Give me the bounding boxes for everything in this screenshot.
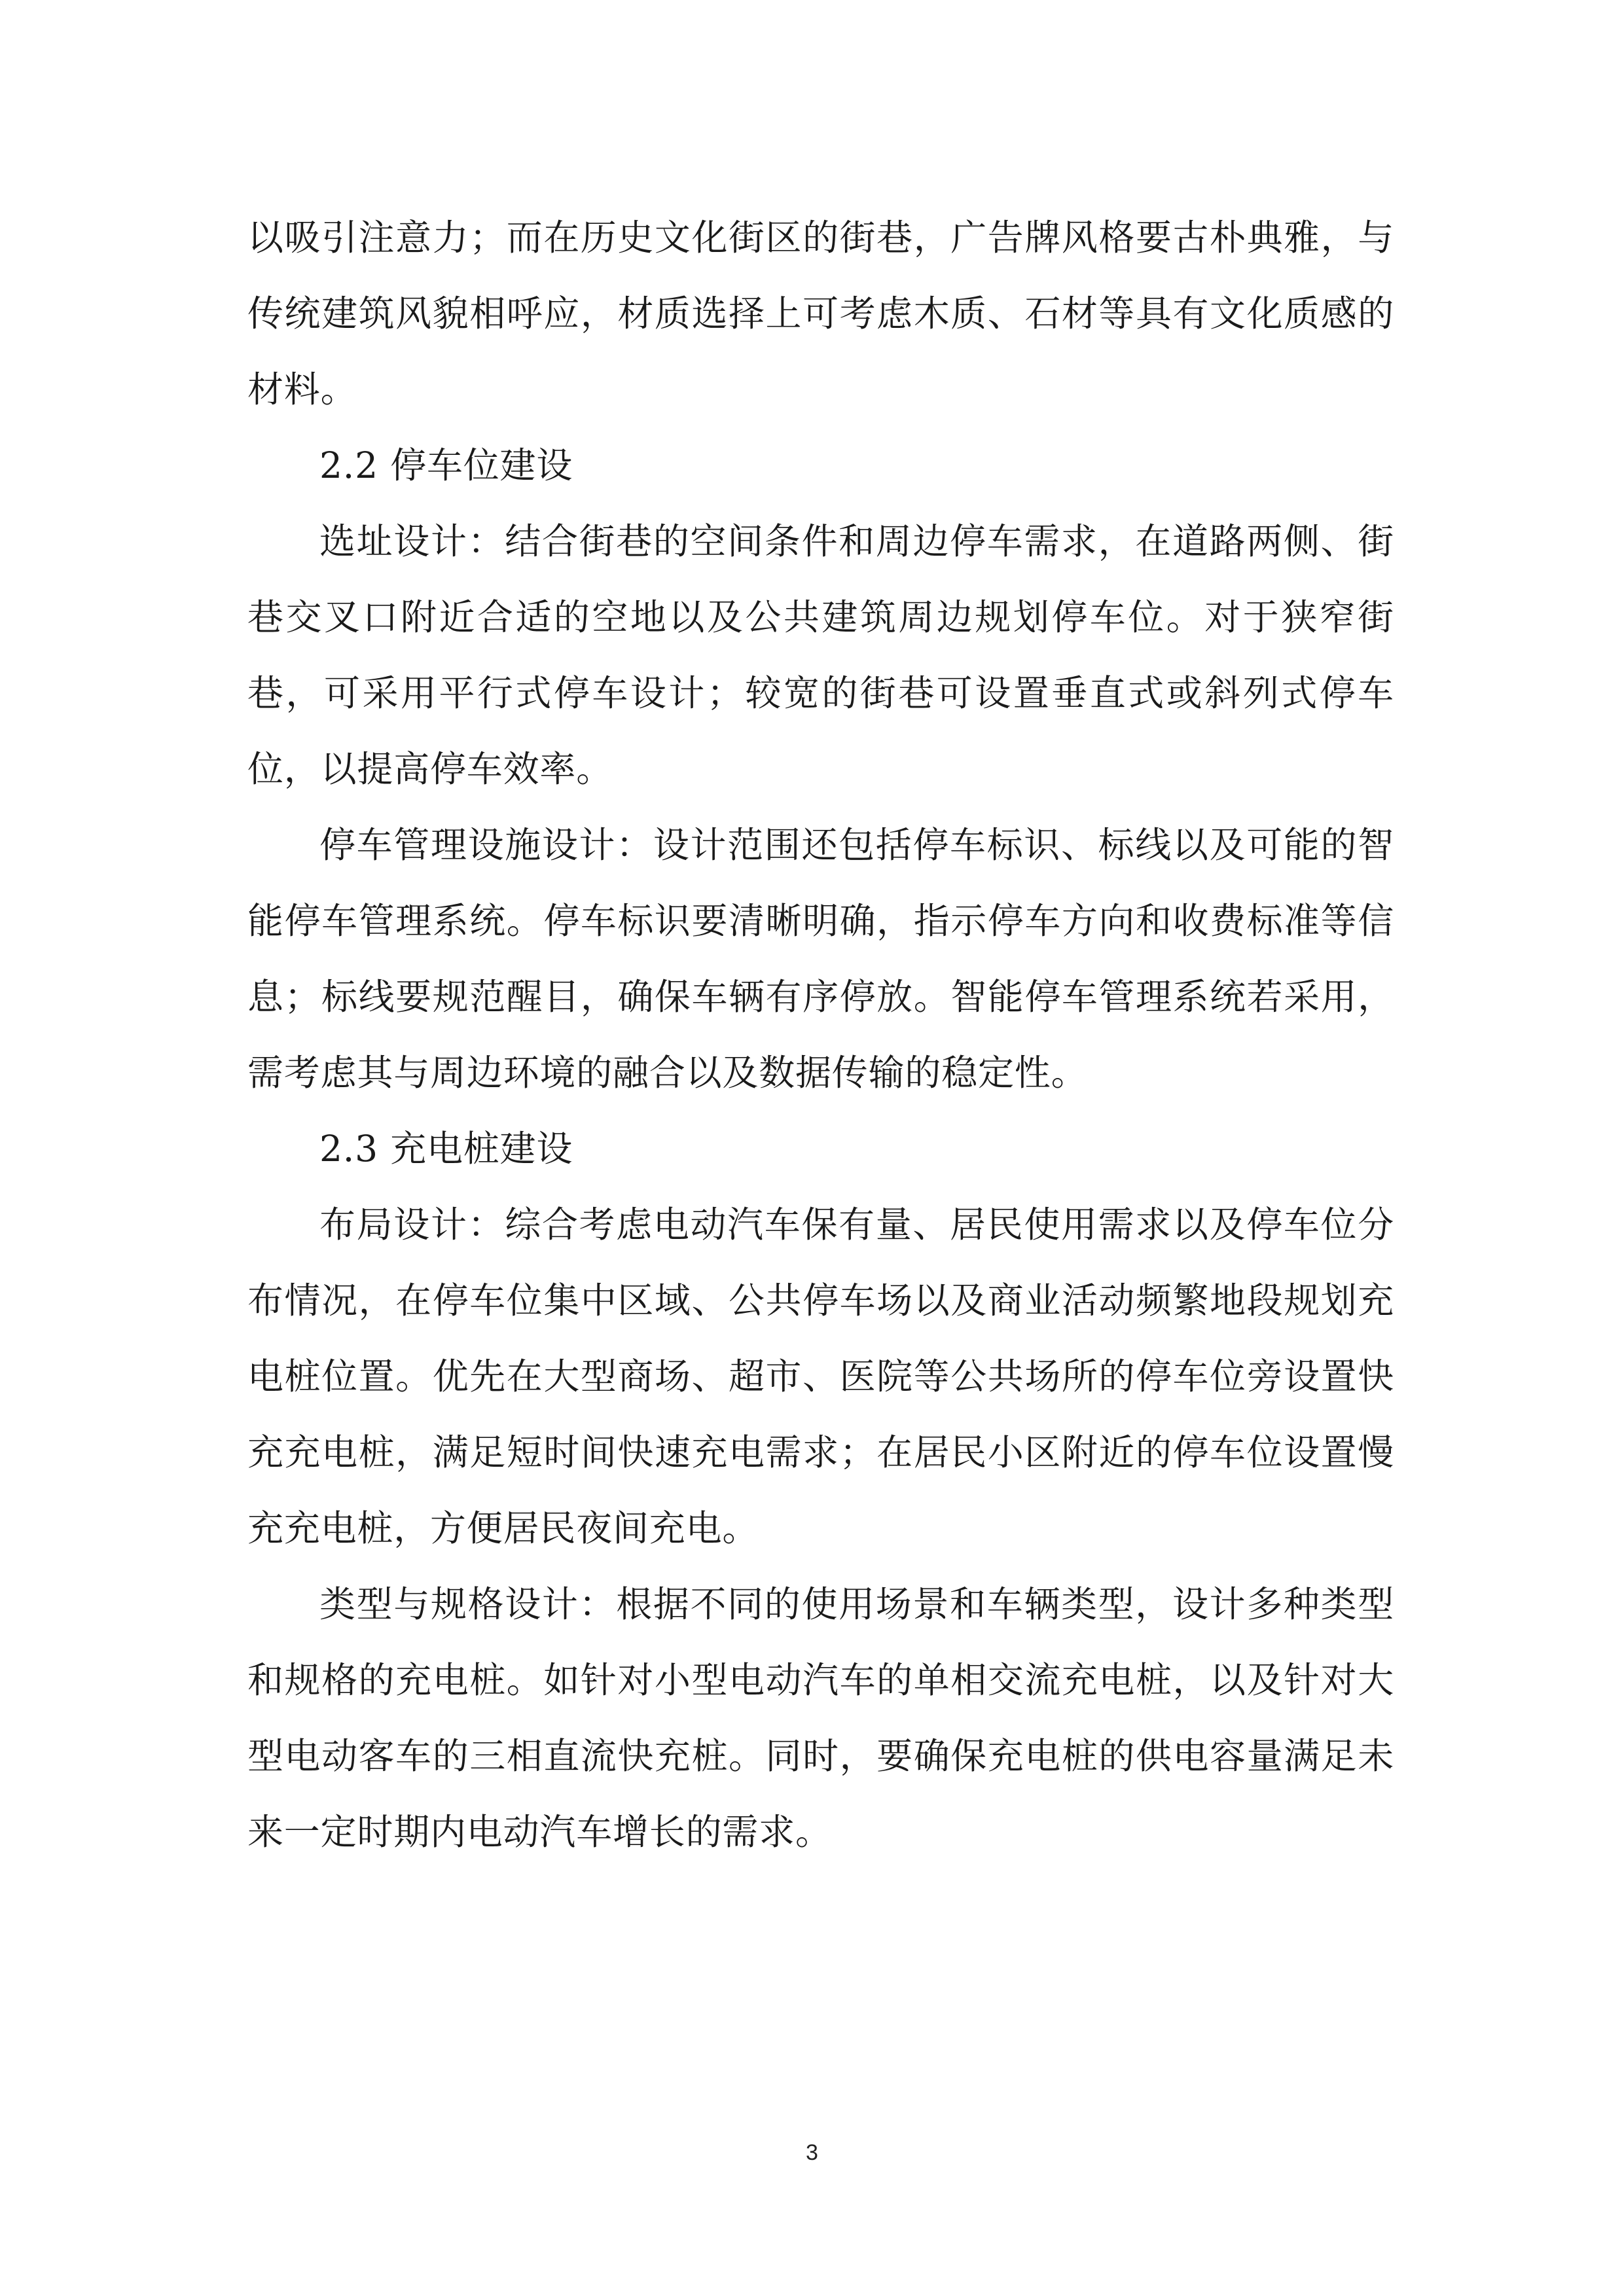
document-body xyxy=(247,200,1394,1870)
section-heading-2-2: 2.2 停车位建设 xyxy=(319,444,573,486)
paragraph-layout-design: 布局设计：综合考虑电动汽车保有量、居民使用需求以及停车位分布情况，在停车位集中区域、公共停车场以及商业活动频繁地段规划充电桩位置。优先在大型商场、超市、医院等公共场所的停车位旁设置快充充电桩，满足短时间快速充电需求；在居民小区附近的停车位设置慢充充电桩，方便居民夜间充电。 xyxy=(247,1204,1394,1549)
paragraph-continuation: 以吸引注意力；而在历史文化街区的街巷，广告牌风格要古朴典雅，与传统建筑风貌相呼应，材质选择上可考虑木质、石材等具有文化质感的材料。 xyxy=(247,217,1394,410)
page-number: 3 xyxy=(806,2140,818,2165)
paragraph-parking-management: 停车管理设施设计：设计范围还包括停车标识、标线以及可能的智能停车管理系统。停车标识要清晰明确，指示停车方向和收费标准等信息；标线要规范醒目，确保车辆有序停放。智能停车管理系统若采用，需考虑其与周边环境的融合以及数据传输的稳定性。 xyxy=(247,824,1394,1094)
paragraph-type-spec-design: 类型与规格设计：根据不同的使用场景和车辆类型，设计多种类型和规格的充电桩。如针对小型电动汽车的单相交流充电桩，以及针对大型电动客车的三相直流快充桩。同时，要确保充电桩的供电容量满足未来一定时期内电动汽车增长的需求。 xyxy=(247,1583,1394,1853)
section-heading-2-3: 2.3 充电桩建设 xyxy=(319,1128,573,1170)
paragraph-site-selection: 选址设计：结合街巷的空间条件和周边停车需求，在道路两侧、街巷交叉口附近合适的空地以及公共建筑周边规划停车位。对于狭窄街巷，可采用平行式停车设计；较宽的街巷可设置垂直式或斜列式停车位，以提高停车效率。 xyxy=(247,520,1394,790)
